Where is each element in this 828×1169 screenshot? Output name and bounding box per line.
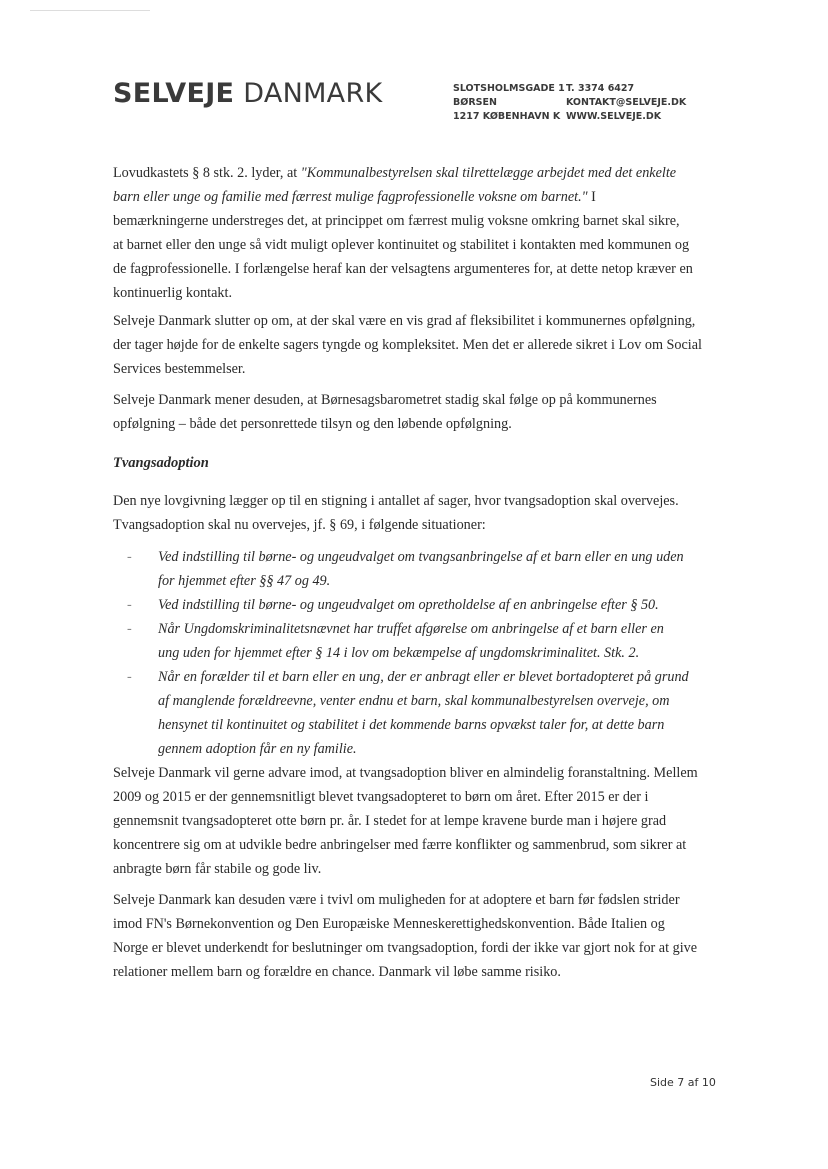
list-item: [113, 617, 689, 665]
text-line: [113, 888, 697, 912]
text-line: ung uden for hjemmet efter § 14 i lov om bekæmpelse af ungdomskriminalitet. Stk. 2.: [158, 645, 640, 661]
text-line: [113, 513, 679, 537]
text-line: [113, 388, 657, 412]
bullet-list: [113, 545, 689, 761]
text-run: Den nye lovgivning lægger op til en stigning i antallet af sager, hvor tvangsadoption skal overvejes.: [113, 493, 679, 509]
text-run: koncentrere sig om at udvikle bedre anbringelser med færre konflikter og sammenbrud, som sikrer at: [113, 837, 687, 853]
text-line: Når en forælder til et barn eller en ung, der er anbragt eller er blevet bortadopteret på grund: [158, 669, 689, 685]
contact-block: [566, 82, 686, 124]
text-run: bemærkningerne understreges det, at princippet om færrest mulig voksne omkring barnet skal sikre,: [113, 213, 680, 229]
text-line: [113, 912, 697, 936]
text-line: Ved indstilling til børne- og ungeudvalget om tvangsanbringelse af et barn eller en ung uden: [158, 549, 684, 565]
text-run: Norge er blevet underkendt for beslutninger om tvangsadoption, fordi der ikke var gjort nok for at give: [113, 940, 698, 956]
logo: [113, 78, 383, 109]
text-line: [113, 489, 679, 513]
text-run: de fagprofessionelle. I forlængelse heraf kan der velsagtens argumenteres for, at dette netop kræver en: [113, 261, 693, 277]
paragraph: [113, 309, 702, 381]
text-line: [113, 281, 693, 305]
text-line: [113, 857, 698, 881]
text-line: [113, 809, 698, 833]
text-run: Selveje Danmark vil gerne advare imod, at tvangsadoption bliver en almindelig foranstaltning. Mellem: [113, 765, 698, 781]
address-line: SLOTSHOLMSGADE 1: [453, 83, 565, 94]
logo-bold: SELVEJE: [113, 78, 235, 109]
page-number: Side 7 af 10: [650, 1076, 716, 1089]
website: WWW.SELVEJE.DK: [566, 111, 662, 122]
paragraph: [113, 761, 698, 881]
text-line: [113, 412, 657, 436]
text-run: Services bestemmelser.: [113, 361, 246, 377]
text-line: [113, 960, 697, 984]
text-line: af manglende forældreevne, venter endnu et barn, skal kommunalbestyrelsen overveje, om: [158, 693, 670, 709]
text-line: hensynet til kontinuitet og stabilitet i det kommende barns opvækst taler for, at dette barn: [158, 717, 665, 733]
paragraph: [113, 388, 657, 436]
address-line: BØRSEN: [453, 97, 497, 108]
text-run: barn eller unge og familie med færrest mulige fagprofessionelle voksne om barnet.": [113, 189, 588, 205]
text-line: [113, 309, 702, 333]
text-run: relationer mellem barn og forældre en chance. Danmark vil løbe samme risiko.: [113, 964, 561, 980]
email: KONTAKT@SELVEJE.DK: [566, 97, 687, 108]
text-run: kontinuerlig kontakt.: [113, 285, 233, 301]
bullet-dash: -: [127, 621, 132, 637]
list-item: [113, 545, 689, 593]
text-run: gennemsnit tvangsadopteret otte børn pr. år. I stedet for at lempe kravene burde man i højere grad: [113, 813, 667, 829]
text-line: [113, 257, 693, 281]
text-run: der tager højde for de enkelte sagers tyngde og kompleksitet. Men det er allerede sikret i Lov om Social: [113, 337, 702, 353]
text-run: Selveje Danmark kan desuden være i tvivl om muligheden for at adoptere et barn før fødslen strider: [113, 892, 680, 908]
bullet-dash: -: [127, 597, 132, 613]
text-line: Når Ungdomskriminalitetsnævnet har truffet afgørelse om anbringelse af et barn eller en: [158, 621, 664, 637]
text-line: [113, 161, 693, 185]
section-heading: Tvangsadoption: [113, 455, 209, 471]
bullet-dash: -: [127, 669, 132, 685]
phone: T. 3374 6427: [566, 83, 635, 94]
paragraph: [113, 888, 697, 984]
text-line: [113, 785, 698, 809]
text-run: Tvangsadoption skal nu overvejes, jf. § 69, i følgende situationer:: [113, 517, 486, 533]
list-item: [113, 593, 689, 617]
text-run: "Kommunalbestyrelsen skal tilrettelægge arbejdet med det enkelte: [300, 165, 677, 181]
bullet-dash: -: [127, 549, 132, 565]
text-line: [113, 833, 698, 857]
text-line: [113, 185, 693, 209]
text-run: Selveje Danmark mener desuden, at Børnesagsbarometret stadig skal følge op på kommunernes: [113, 392, 657, 408]
text-run: I: [587, 189, 596, 205]
text-line: for hjemmet efter §§ 47 og 49.: [158, 573, 331, 589]
address-block: [453, 82, 565, 124]
paragraph: [113, 489, 679, 537]
text-run: Selveje Danmark slutter op om, at der skal være en vis grad af fleksibilitet i kommunernes opfølgning,: [113, 313, 696, 329]
text-run: anbragte børn får stabile og gode liv.: [113, 861, 322, 877]
list-item: [113, 665, 689, 761]
text-line: [113, 209, 693, 233]
text-run: imod FN's Børnekonvention og Den Europæiske Menneskerettighedskonvention. Både Italien og: [113, 916, 665, 932]
text-line: [113, 761, 698, 785]
text-run: Lovudkastets § 8 stk. 2. lyder, at: [113, 165, 301, 181]
text-line: [113, 333, 702, 357]
text-line: Ved indstilling til børne- og ungeudvalget om opretholdelse af en anbringelse efter § 50.: [158, 597, 659, 613]
paragraph: [113, 161, 693, 305]
text-line: [113, 357, 702, 381]
address-line: 1217 KØBENHAVN K: [453, 111, 561, 122]
logo-regular: DANMARK: [243, 78, 383, 109]
text-run: opfølgning – både det personrettede tilsyn og den løbende opfølgning.: [113, 416, 512, 432]
text-run: 2009 og 2015 er der gennemsnitligt blevet tvangsadopteret to børn om året. Efter 2015 er der i: [113, 789, 649, 805]
text-line: [113, 233, 693, 257]
scan-line: [30, 10, 150, 11]
text-line: gennem adoption får en ny familie.: [158, 741, 357, 757]
text-line: [113, 936, 697, 960]
text-run: at barnet eller den unge så vidt muligt oplever kontinuitet og stabilitet i kontakten med kommunen og: [113, 237, 690, 253]
